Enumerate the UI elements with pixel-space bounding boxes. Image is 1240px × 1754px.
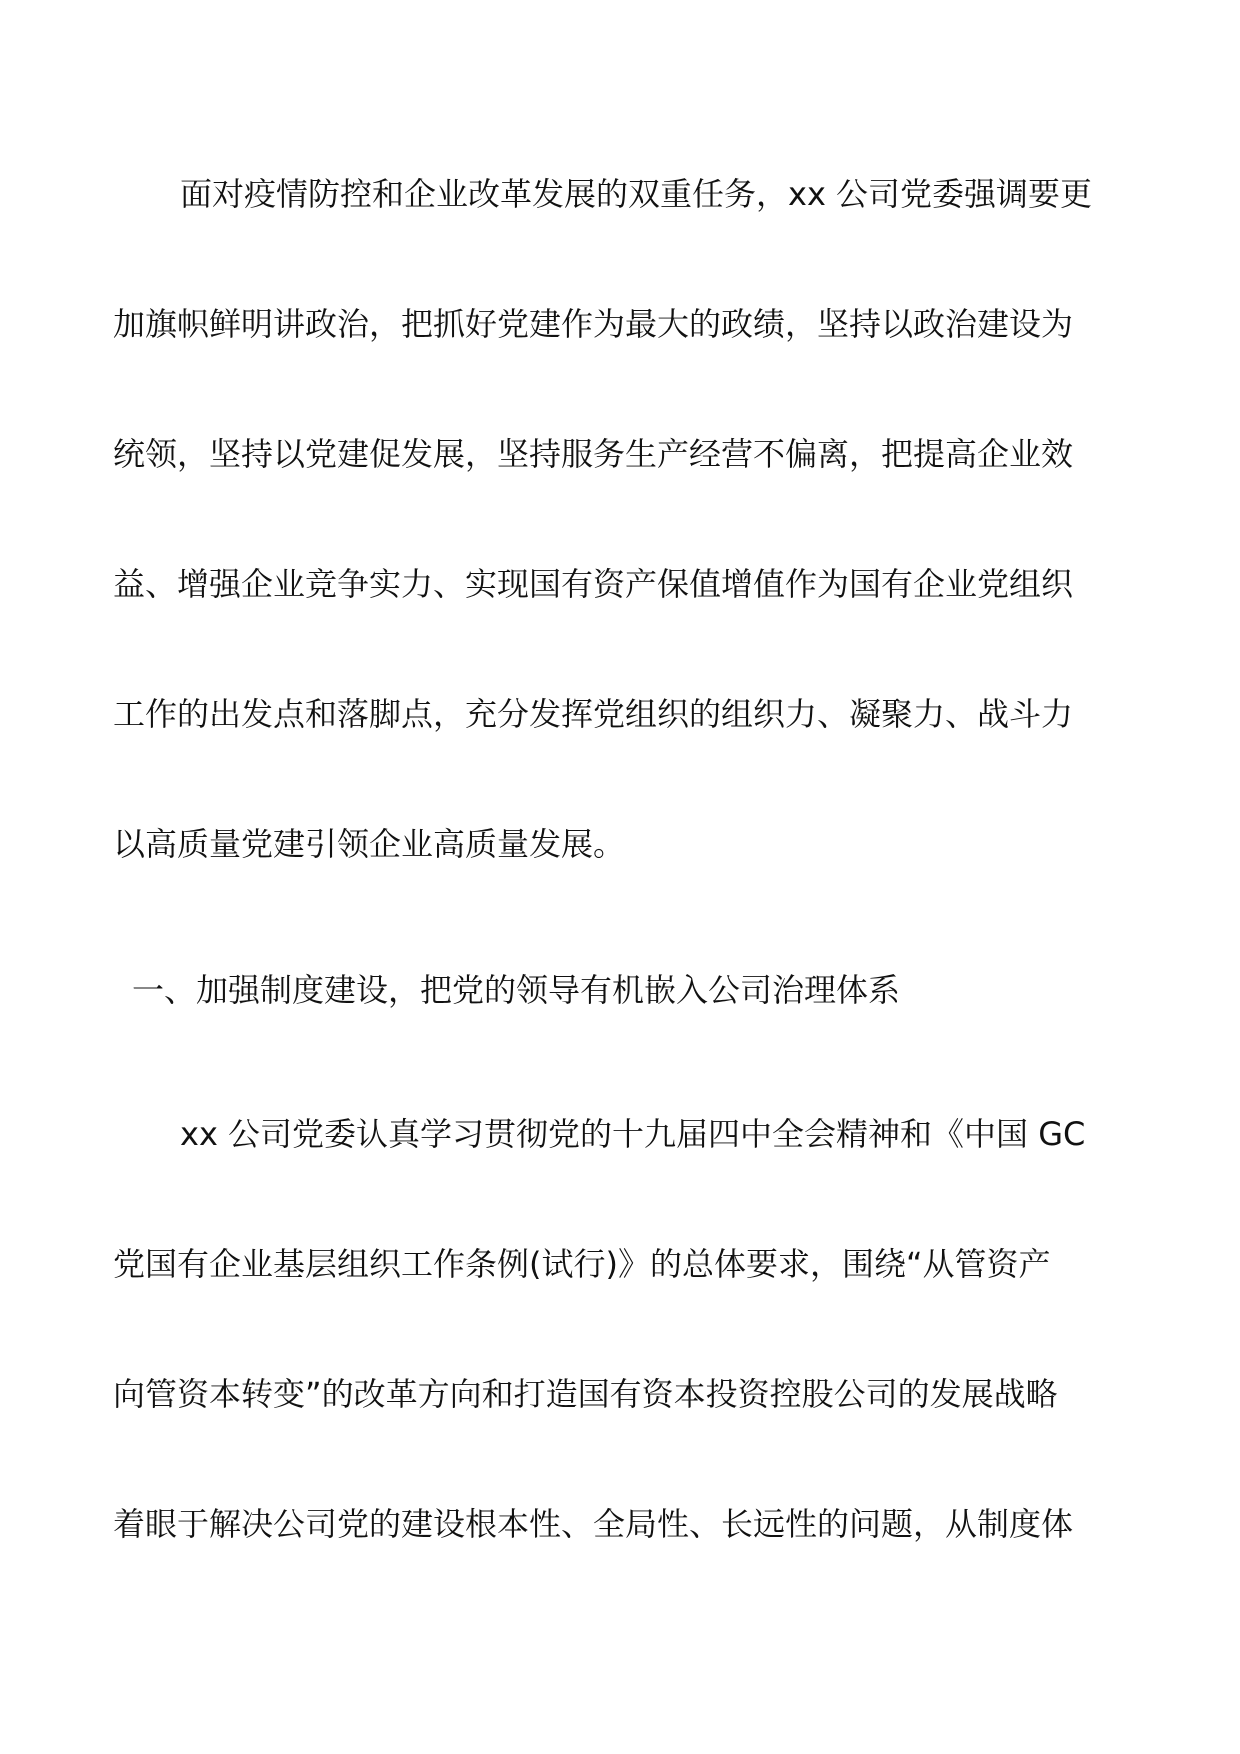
section-heading: 一、加强制度建设，把党的领导有机嵌入公司治理体系 bbox=[132, 971, 901, 1009]
paragraph-line: 益、增强企业竞争实力、实现国有资产保值增值作为国有企业党组织 bbox=[113, 565, 1074, 603]
paragraph-line: 面对疫情防控和企业改革发展的双重任务，xx 公司党委强调要更 bbox=[180, 175, 1093, 213]
paragraph-line: 着眼于解决公司党的建设根本性、全局性、长远性的问题，从制度体 bbox=[113, 1505, 1074, 1543]
paragraph-line: xx 公司党委认真学习贯彻党的十九届四中全会精神和《中国 GC bbox=[180, 1115, 1086, 1153]
paragraph-line: 统领，坚持以党建促发展，坚持服务生产经营不偏离，把提高企业效 bbox=[113, 435, 1074, 473]
paragraph-line: 党国有企业基层组织工作条例(试行)》的总体要求，围绕“从管资产 bbox=[113, 1245, 1051, 1283]
paragraph-line: 以高质量党建引领企业高质量发展。 bbox=[113, 825, 626, 863]
paragraph-line: 向管资本转变”的改革方向和打造国有资本投资控股公司的发展战略 bbox=[113, 1375, 1058, 1413]
paragraph-line: 加旗帜鲜明讲政治，把抓好党建作为最大的政绩，坚持以政治建设为 bbox=[113, 305, 1074, 343]
paragraph-line: 工作的出发点和落脚点，充分发挥党组织的组织力、凝聚力、战斗力 bbox=[113, 695, 1074, 733]
